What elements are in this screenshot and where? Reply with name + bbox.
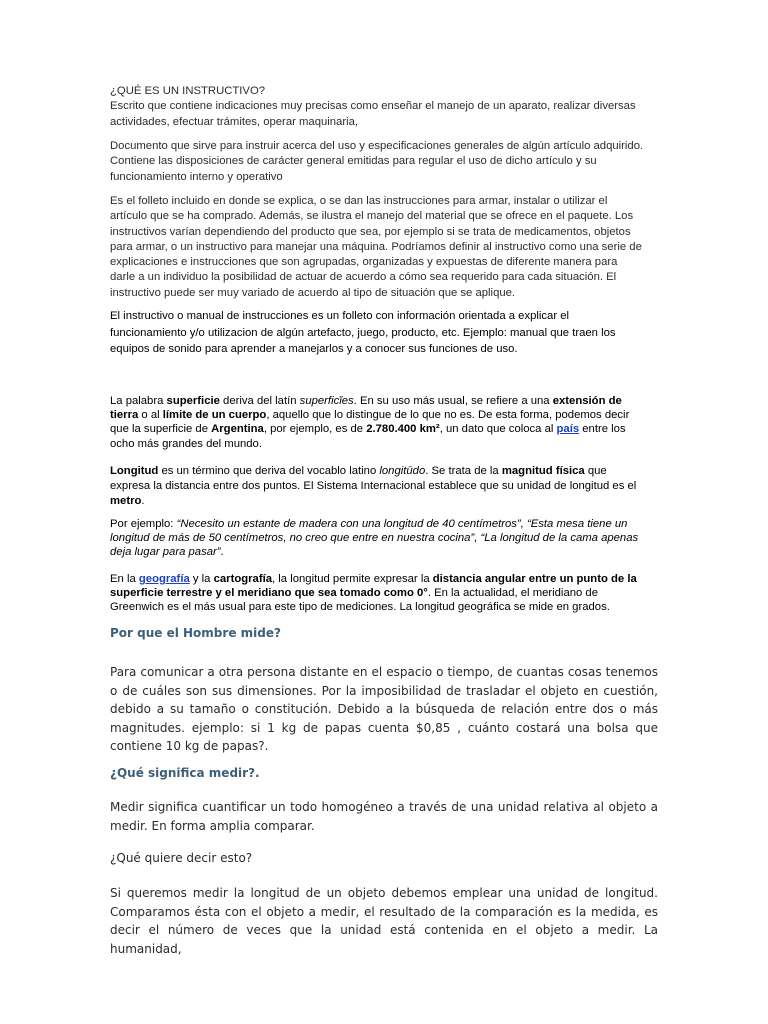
- geografia-paragraph: [110, 572, 658, 615]
- text-line: para armar, o un instructivo para manejar una máquina. Podríamos definir al instructivo como una serie de: [110, 240, 642, 253]
- text-line: El instructivo o manual de instrucciones es un folleto con información orientada a explicar el: [110, 310, 570, 322]
- text-line: Greenwich es el más usual para este tipo de mediciones. La longitud geográfica se mide en grados.: [110, 601, 610, 614]
- text-line: ocho más grandes del mundo.: [110, 437, 262, 450]
- text-line: expresa la distancia entre dos puntos. El Sistema Internacional establece que su unidad de longitud es el: [110, 480, 637, 492]
- text-line: instructivos varían dependiendo del producto que sea, por ejemplo si se trata de medicamentos, objetos: [110, 225, 631, 238]
- text-line: superficie terrestre y el meridiano que sea tomado como 0°. En la actualidad, el meridiano de: [110, 587, 598, 600]
- text-line: equipos de sonido para aprender a manejarlos y a conocer sus funciones de uso.: [110, 343, 518, 355]
- text-line: instructivo puede ser muy variado de acuerdo al tipo de situación que se aplique.: [110, 286, 516, 299]
- text-line: En la geografía y la cartografía, la longitud permite expresar la distancia angular entre un punto de la: [110, 573, 637, 585]
- instructivo-definition-block: [110, 84, 658, 130]
- geografia-link[interactable]: geografía: [138, 573, 190, 585]
- text-line: que la superficie de Argentina, por ejemplo, es de 2.780.400 km², un dato que coloca al país entre los: [110, 423, 626, 436]
- text-line: funcionamiento interno y operativo: [110, 170, 283, 183]
- text-line: Documento que sirve para instruir acerca del uso y especificaciones generales de algún artículo adquirido.: [110, 140, 644, 152]
- text-line: Contiene las disposiciones de carácter general emitidas para regular el uso de dicho artículo y su: [110, 155, 597, 168]
- text-line: metro.: [110, 495, 145, 507]
- longitud-paragraph: [110, 464, 658, 509]
- folleto-paragraph: [110, 194, 658, 301]
- section-heading: ¿Qué significa medir?.: [110, 766, 260, 780]
- text-line: Escrito que contiene indicaciones muy precisas como enseñar el manejo de un aparato, realizar diversas: [110, 100, 636, 113]
- text-line: tierra o al límite de un cuerpo, aquello que lo distingue de lo que no es. De esta forma, podemos decir: [110, 409, 630, 422]
- text-line: actividades, efectuar trámites, operar maquinaria,: [110, 115, 359, 128]
- section-title: ¿QUÉ ES UN INSTRUCTIVO?: [110, 85, 266, 97]
- text-line: Por ejemplo: “Necesito un estante de madera con una longitud de 40 centímetros”, “Esta mesa tiene un: [110, 518, 628, 530]
- text-line: Es el folleto incluido en donde se explica, o se dan las instrucciones para armar, instalar o utilizar el: [110, 195, 608, 207]
- document-definition-block: [110, 139, 658, 185]
- text-line: darle a un individuo la posibilidad de actuar de acuerdo a cómo sea requerido para cada situación. El: [110, 271, 617, 284]
- text-line: explicaciones e instrucciones que son agrupadas, organizadas y expuestas de diferente manera para: [110, 256, 618, 269]
- text-line: Longitud es un término que deriva del vocablo latino longitūdo. Se trata de la magnitud física que: [110, 465, 607, 477]
- section-heading: Por que el Hombre mide?: [110, 626, 281, 640]
- body-paragraph: Para comunicar a otra persona distante en el espacio o tiempo, de cuantas cosas tenemos o de cuáles son sus dimensiones. Por la imposibilidad de trasladar el objeto en cuestión, debido a su tamaño o constitución. Debido a la búsqueda de relación entre dos o más magnitudes. ejemplo: si 1 kg de papas cuenta $0,85 , cuánto costará una bolsa que contiene 10 kg de papas?.: [110, 665, 658, 753]
- example-paragraph: [110, 517, 658, 560]
- text-line: longitud de más de 50 centímetros, no creo que entre en nuestra cocina”, “La longitud de la cama apenas: [110, 532, 639, 545]
- text-line: deja lugar para pasar”.: [110, 546, 224, 559]
- body-paragraph: Si queremos medir la longitud de un objeto debemos emplear una unidad de longitud. Comparamos ésta con el objeto a medir, el resultado de la comparación es la medida, es decir el número de veces que la unidad está contenida en el objeto a medir. La humanidad,: [110, 886, 658, 956]
- manual-paragraph: [110, 308, 658, 358]
- text-line: funcionamiento y/o utilizacion de algún artefacto, juego, producto, etc. Ejemplo: manual que traen los: [110, 326, 616, 339]
- pais-link[interactable]: país: [556, 423, 580, 436]
- superficie-paragraph: [110, 394, 658, 451]
- text-line: La palabra superficie deriva del latín superficĭes. En su uso más usual, se refiere a una extensión de: [110, 395, 622, 407]
- body-paragraph: ¿Qué quiere decir esto?: [110, 851, 253, 865]
- text-line: artículo que se ha comprado. Además, se ilustra el manejo del material que se ofrece en el paquete. Los: [110, 210, 634, 223]
- body-paragraph: Medir significa cuantificar un todo homogéneo a través de una unidad relativa al objeto a medir. En forma amplia comparar.: [110, 800, 658, 833]
